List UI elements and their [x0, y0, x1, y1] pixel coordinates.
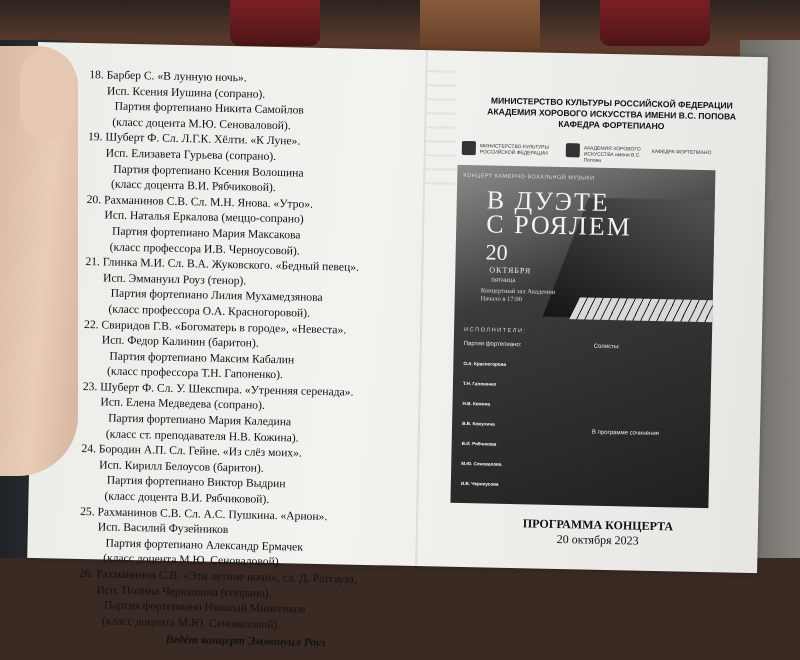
item-title: 23. Шуберт Ф. Сл. У. Шекспира. «Утренняя серенада».	[82, 379, 354, 399]
start-time: Начало в 17:00	[480, 295, 522, 304]
program-item	[88, 67, 419, 136]
item-class: (класс доцента М.Ю. Сеноваловой).	[101, 614, 281, 631]
item-pianist: Партия фортепиано Мария Максакова	[111, 224, 301, 242]
academy-name: АКАДЕМИЯ ХОРОВОГО ИСКУССТВА ИМЕНИ В.С. ПОПОВА	[487, 106, 737, 122]
item-title: 18. Барбер С. «В лунную ночь».	[89, 68, 247, 85]
ministry-name: МИНИСТЕРСТВО КУЛЬТУРЫ РОССИЙСКОЙ ФЕДЕРАЦИИ	[490, 95, 733, 111]
department-name: КАФЕДРА ФОРТЕПИАНО	[558, 118, 665, 132]
item-performer: Исп. Кирилл Белоусов (баритон).	[99, 458, 264, 475]
cover-panel	[437, 51, 758, 573]
item-title: 25. Рахманинов С.В. Сл. А.С. Пушкина. «Арион».	[80, 504, 328, 523]
logo-right-text: КАФЕДРА ФОРТЕПИАНО	[651, 148, 712, 157]
logo-left-text: МИНИСТЕРСТВО КУЛЬТУРЫ РОССИЙСКОЙ ФЕДЕРАЦИИ	[479, 143, 550, 157]
item-title: 22. Свиридов Г.В. «Богоматерь в городе», «Невеста».	[83, 317, 347, 337]
piano-class: Н.В. Кожина	[462, 400, 491, 407]
item-class: (класс профессора И.В. Черноусовой).	[109, 240, 300, 258]
piano-class: И.В. Черноусова	[460, 480, 499, 487]
soloists-column	[594, 344, 704, 355]
concert-series: КОНЦЕРТ КАМЕРНО-ВОКАЛЬНОЙ МУЗЫКИ	[463, 172, 595, 182]
item-title: 20. Рахманинов С.В. Сл. М.Н. Янова. «Утро».	[86, 192, 314, 211]
item-performer: Исп. Полина Черкашина (сопрано).	[96, 582, 272, 600]
red-chair	[230, 0, 320, 46]
program-item	[87, 129, 418, 198]
item-performer: Исп. Елена Медведева (сопрано).	[100, 395, 265, 413]
repertoire-column	[592, 430, 702, 441]
item-class: (класс доцента В.И. Рябчиковой).	[110, 177, 276, 195]
piano-column	[461, 341, 574, 489]
program-date: 20 октября 2023	[556, 531, 639, 548]
item-performer: Исп. Федор Калинин (баритон).	[101, 333, 259, 350]
program-item	[82, 379, 413, 448]
item-title: 26. Рахманинов С.В. «Эти летние ночи», сл. Д. Ратгауза,	[78, 566, 358, 586]
poster-day: 20	[485, 239, 508, 265]
poster-title-line2: С РОЯЛЕМ	[485, 209, 633, 242]
poster-venue	[481, 287, 556, 305]
program-sheet	[27, 42, 768, 650]
poster-title-line1: В ДУЭТЕ	[486, 185, 610, 218]
item-class: (класс профессора Т.Н. Гапоненко).	[106, 364, 284, 382]
item-pianist: Партия фортепиано Александр Ермачек	[105, 536, 304, 554]
program-item	[80, 441, 411, 510]
piano-class: М.Ю. Сеновалова	[461, 460, 502, 467]
program-item	[79, 504, 410, 573]
poster-month: ОКТЯБРЯ	[489, 265, 532, 276]
item-class: (класс доцента М.Ю. Сеноваловой).	[103, 551, 282, 569]
performers-heading: ИСПОЛНИТЕЛИ:	[463, 326, 527, 335]
item-class: (класс доцента М.Ю. Сеноваловой).	[112, 115, 291, 133]
piano-heading: Партия фортепиано:	[463, 340, 522, 349]
program-item	[84, 254, 415, 323]
item-title: 24. Бородин А.П. Сл. Гейне. «Из слёз моих».	[81, 442, 303, 460]
piano-class: О.А. Красногорова	[463, 360, 507, 367]
poster-logos	[462, 141, 712, 166]
institution-header	[486, 95, 737, 133]
item-class: (класс ст. преподавателя Н.В. Кожина).	[105, 427, 299, 445]
item-class: (класс доцента В.И. Рябчиковой).	[104, 489, 270, 506]
soloists-heading: Солисты:	[593, 343, 620, 351]
emblem-icon	[462, 141, 476, 155]
item-pianist: Партия фортепиано Максим Кабалин	[109, 349, 295, 367]
piano-keys	[569, 297, 715, 322]
item-performer: Исп. Ксения Иушина (сопрано).	[106, 84, 266, 101]
item-performer: Исп. Елизавета Гурьева (сопрано).	[105, 146, 277, 163]
poster-weekday: пятница	[491, 275, 516, 285]
item-pianist: Партия фортепиано Николай Минеенков	[104, 598, 306, 616]
item-pianist: Партия фортепиано Ксения Волошина	[113, 162, 304, 180]
piano-class: Т.Н. Гапоненко	[462, 380, 497, 387]
red-chair	[600, 0, 710, 46]
venue-line: Концертный зал Академии	[480, 287, 556, 296]
concert-poster	[450, 143, 715, 508]
item-class: (класс профессора О.А. Красногоровой).	[108, 302, 311, 320]
item-title: 21. Глинка М.И. Сл. В.А. Жуковского. «Бедный певец».	[85, 255, 360, 274]
item-performer: Исп. Василий Фузейников	[97, 520, 229, 537]
piano-class: В.И. Рябчикова	[461, 440, 497, 447]
academy-logo-icon	[566, 143, 580, 157]
item-title: 19. Шуберт Ф. Сл. Л.Г.К. Хёлти. «К Луне».	[87, 130, 301, 148]
program-item	[83, 317, 414, 386]
program-title: ПРОГРАММА КОНЦЕРТА	[522, 516, 674, 534]
program-item	[78, 566, 409, 635]
item-performer: Исп. Наталья Еркалова (меццо-сопрано)	[104, 208, 304, 226]
host-line: Ведёт концерт Эммануил Роуз	[165, 633, 326, 650]
logo-mid-text: АКАДЕМИЯ ХОРОВОГО ИСКУССТВА имени В.С. Попова	[583, 145, 641, 164]
piano-class: В.В. Кожухина	[462, 420, 495, 427]
item-pianist: Партия фортепиано Мария Каледина	[108, 411, 292, 429]
repertoire-heading: В программе сочинения	[591, 429, 660, 438]
program-list	[77, 67, 419, 653]
item-pianist: Партия фортепиано Лилия Мухамедзянова	[110, 286, 323, 305]
item-pianist: Партия фортепиано Виктор Выдрин	[106, 473, 286, 491]
program-item	[86, 192, 417, 261]
thumb	[20, 50, 75, 140]
item-performer: Исп. Эммануил Роуз (тенор).	[102, 271, 247, 288]
item-pianist: Партия фортепиано Никита Самойлов	[114, 99, 304, 117]
